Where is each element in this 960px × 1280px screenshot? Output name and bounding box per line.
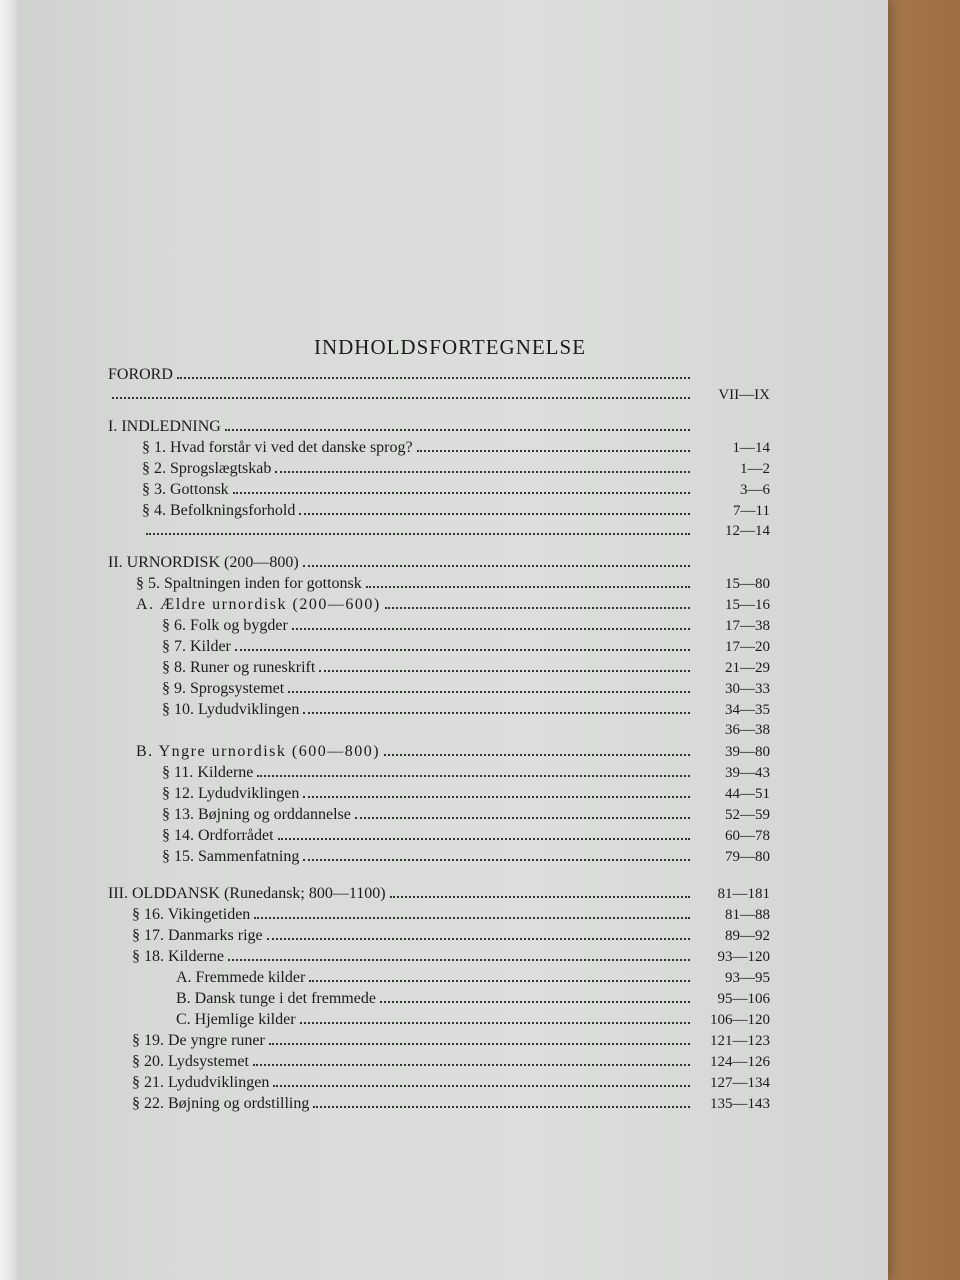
toc-entry-label: § 10. Lydudviklingen (162, 701, 300, 718)
dot-leader (257, 775, 690, 777)
toc-entry-pages: 60—78 (725, 828, 770, 844)
toc-entry-label: § 6. Folk og bygder (162, 617, 288, 634)
toc-entry (100, 827, 770, 848)
toc-entry (100, 806, 770, 827)
section-gap (100, 544, 770, 554)
section-gap (100, 869, 770, 885)
toc-entry (100, 596, 770, 617)
dot-leader (228, 959, 690, 961)
toc-entry (100, 969, 770, 990)
toc-entry (100, 1053, 770, 1074)
toc-entry (100, 680, 770, 701)
toc-entry-label: § 13. Bøjning og orddannelse (162, 806, 351, 823)
toc-entry-label: § 22. Bøjning og ordstilling (132, 1095, 310, 1112)
toc-entry-pages: 127—134 (710, 1075, 770, 1091)
dot-leader (319, 670, 690, 672)
dot-leader (112, 397, 690, 399)
dot-leader (267, 938, 690, 940)
toc-entry-pages: 30—33 (725, 681, 770, 697)
toc-entry-label: B. Dansk tunge i det fremmede (176, 990, 376, 1007)
toc-entry-pages: 81—181 (717, 886, 770, 902)
toc-entry-pages: 17—38 (725, 618, 770, 634)
dot-leader (309, 980, 690, 982)
toc-entry (100, 638, 770, 659)
toc-entry (100, 906, 770, 927)
toc-entry (100, 575, 770, 596)
toc-entry-label: I. INDLEDNING (108, 418, 221, 435)
dot-leader (303, 796, 690, 798)
toc-entry-pages: 12—14 (725, 523, 770, 539)
toc-entry-label: B. Yngre urnordisk (600—800) (136, 743, 381, 760)
toc-entry-label: A. Fremmede kilder (176, 969, 306, 986)
toc-entry-label: C. Hjemlige kilder (176, 1011, 296, 1028)
toc-entry-label: II. URNORDISK (200—800) (108, 554, 299, 571)
toc-entry (100, 722, 770, 743)
toc-entry (100, 701, 770, 722)
toc-entry-pages: 39—80 (725, 744, 770, 760)
toc-entry (100, 1074, 770, 1095)
dot-leader (417, 450, 690, 452)
toc-entry-label: § 17. Danmarks rige (132, 927, 263, 944)
dot-leader (269, 1043, 690, 1045)
toc-entry (100, 1011, 770, 1032)
toc-entry-pages: 17—20 (725, 639, 770, 655)
toc-entry-pages: 1—14 (732, 440, 770, 456)
toc-entry-pages: VII—IX (718, 387, 770, 403)
dot-leader (177, 377, 690, 379)
toc-entry-pages: 95—106 (717, 991, 770, 1007)
toc-entry (100, 502, 770, 523)
dot-leader (303, 859, 690, 861)
toc-entry-label: § 7. Kilder (162, 638, 231, 655)
toc-entry-pages: 34—35 (725, 702, 770, 718)
toc-entry-label: III. OLDDANSK (Runedansk; 800—1100) (108, 885, 386, 902)
toc-entry-label: § 2. Sprogslægtskab (142, 460, 272, 477)
toc-entries (100, 366, 770, 1116)
toc-entry (100, 366, 770, 387)
toc-entry-label: § 21. Lydudviklingen (132, 1074, 270, 1091)
toc-entry (100, 927, 770, 948)
toc-entry-label: § 16. Vikingetiden (132, 906, 251, 923)
toc-entry-pages: 52—59 (725, 807, 770, 823)
toc-entry-pages: 1—2 (740, 461, 770, 477)
toc-entry (100, 387, 770, 408)
dot-leader (355, 817, 690, 819)
dot-leader (275, 471, 690, 473)
toc-entry (100, 1095, 770, 1116)
toc-entry-label: § 5. Spaltningen inden for gottonsk (136, 575, 362, 592)
toc-entry (100, 659, 770, 680)
toc-title: INDHOLDSFORTEGNELSE (313, 335, 587, 359)
toc-entry-pages: 81—88 (725, 907, 770, 923)
toc-entry (100, 460, 770, 481)
dot-leader (313, 1106, 690, 1108)
toc-entry-pages: 44—51 (725, 786, 770, 802)
dot-leader (233, 492, 690, 494)
toc-entry-pages: 89—92 (725, 928, 770, 944)
toc-entry-label: § 20. Lydsystemet (132, 1053, 249, 1070)
dot-leader (292, 628, 690, 630)
toc-entry (100, 523, 770, 544)
dot-leader (380, 1001, 690, 1003)
dot-leader (253, 1064, 690, 1066)
section-gap (100, 408, 770, 418)
toc-entry-pages: 106—120 (710, 1012, 770, 1028)
toc-entry-pages: 121—123 (710, 1033, 770, 1049)
dot-leader (300, 1022, 690, 1024)
dot-leader (254, 917, 690, 919)
toc-entry (100, 418, 770, 439)
dot-leader (225, 429, 690, 431)
dot-leader (288, 691, 690, 693)
toc-entry (100, 885, 770, 906)
toc-entry (100, 481, 770, 502)
toc-entry-pages: 135—143 (710, 1096, 770, 1112)
toc-entry-label: FORORD (108, 366, 173, 383)
table-of-contents (100, 335, 770, 1116)
toc-entry-label: § 3. Gottonsk (142, 481, 229, 498)
toc-entry-label: § 14. Ordforrådet (162, 827, 274, 844)
toc-entry-label: § 12. Lydudviklingen (162, 785, 300, 802)
toc-entry-pages: 7—11 (733, 503, 770, 519)
toc-entry (100, 848, 770, 869)
dot-leader (384, 754, 690, 756)
toc-entry-label: § 18. Kilderne (132, 948, 224, 965)
toc-entry (100, 743, 770, 764)
dot-leader (366, 586, 690, 588)
toc-entry-label: § 8. Runer og runeskrift (162, 659, 316, 676)
toc-entry (100, 948, 770, 969)
toc-entry-pages: 15—80 (725, 576, 770, 592)
toc-entry (100, 1032, 770, 1053)
toc-entry-label: § 1. Hvad forstår vi ved det danske sprog? (142, 439, 413, 456)
toc-entry (100, 785, 770, 806)
dot-leader (390, 896, 690, 898)
toc-entry-pages: 124—126 (710, 1054, 770, 1070)
toc-entry-label: A. Ældre urnordisk (200—600) (136, 596, 381, 613)
toc-entry-label: § 11. Kilderne (162, 764, 254, 781)
toc-entry-pages: 3—6 (740, 482, 770, 498)
dot-leader (146, 533, 690, 535)
toc-entry (100, 617, 770, 638)
dot-leader (303, 712, 690, 714)
toc-entry-pages: 93—120 (717, 949, 770, 965)
toc-entry-pages: 15—16 (725, 597, 770, 613)
page-left-edge (0, 0, 20, 1280)
dot-leader (303, 565, 690, 567)
toc-entry (100, 764, 770, 785)
dot-leader (385, 607, 690, 609)
toc-entry-pages: 36—38 (725, 722, 770, 738)
toc-entry (100, 554, 770, 575)
toc-entry-label: § 4. Befolkningsforhold (142, 502, 296, 519)
toc-entry-pages: 93—95 (725, 970, 770, 986)
toc-entry (100, 990, 770, 1011)
toc-entry-label: § 9. Sprogsystemet (162, 680, 285, 697)
dot-leader (273, 1085, 690, 1087)
toc-entry (100, 439, 770, 460)
toc-entry-pages: 21—29 (725, 660, 770, 676)
toc-entry-pages: 39—43 (725, 765, 770, 781)
dot-leader (299, 513, 690, 515)
toc-entry-label: § 15. Sammenfatning (162, 848, 300, 865)
dot-leader (278, 838, 690, 840)
toc-entry-label: § 19. De yngre runer (132, 1032, 265, 1049)
toc-entry-pages: 79—80 (725, 849, 770, 865)
dot-leader (235, 649, 690, 651)
